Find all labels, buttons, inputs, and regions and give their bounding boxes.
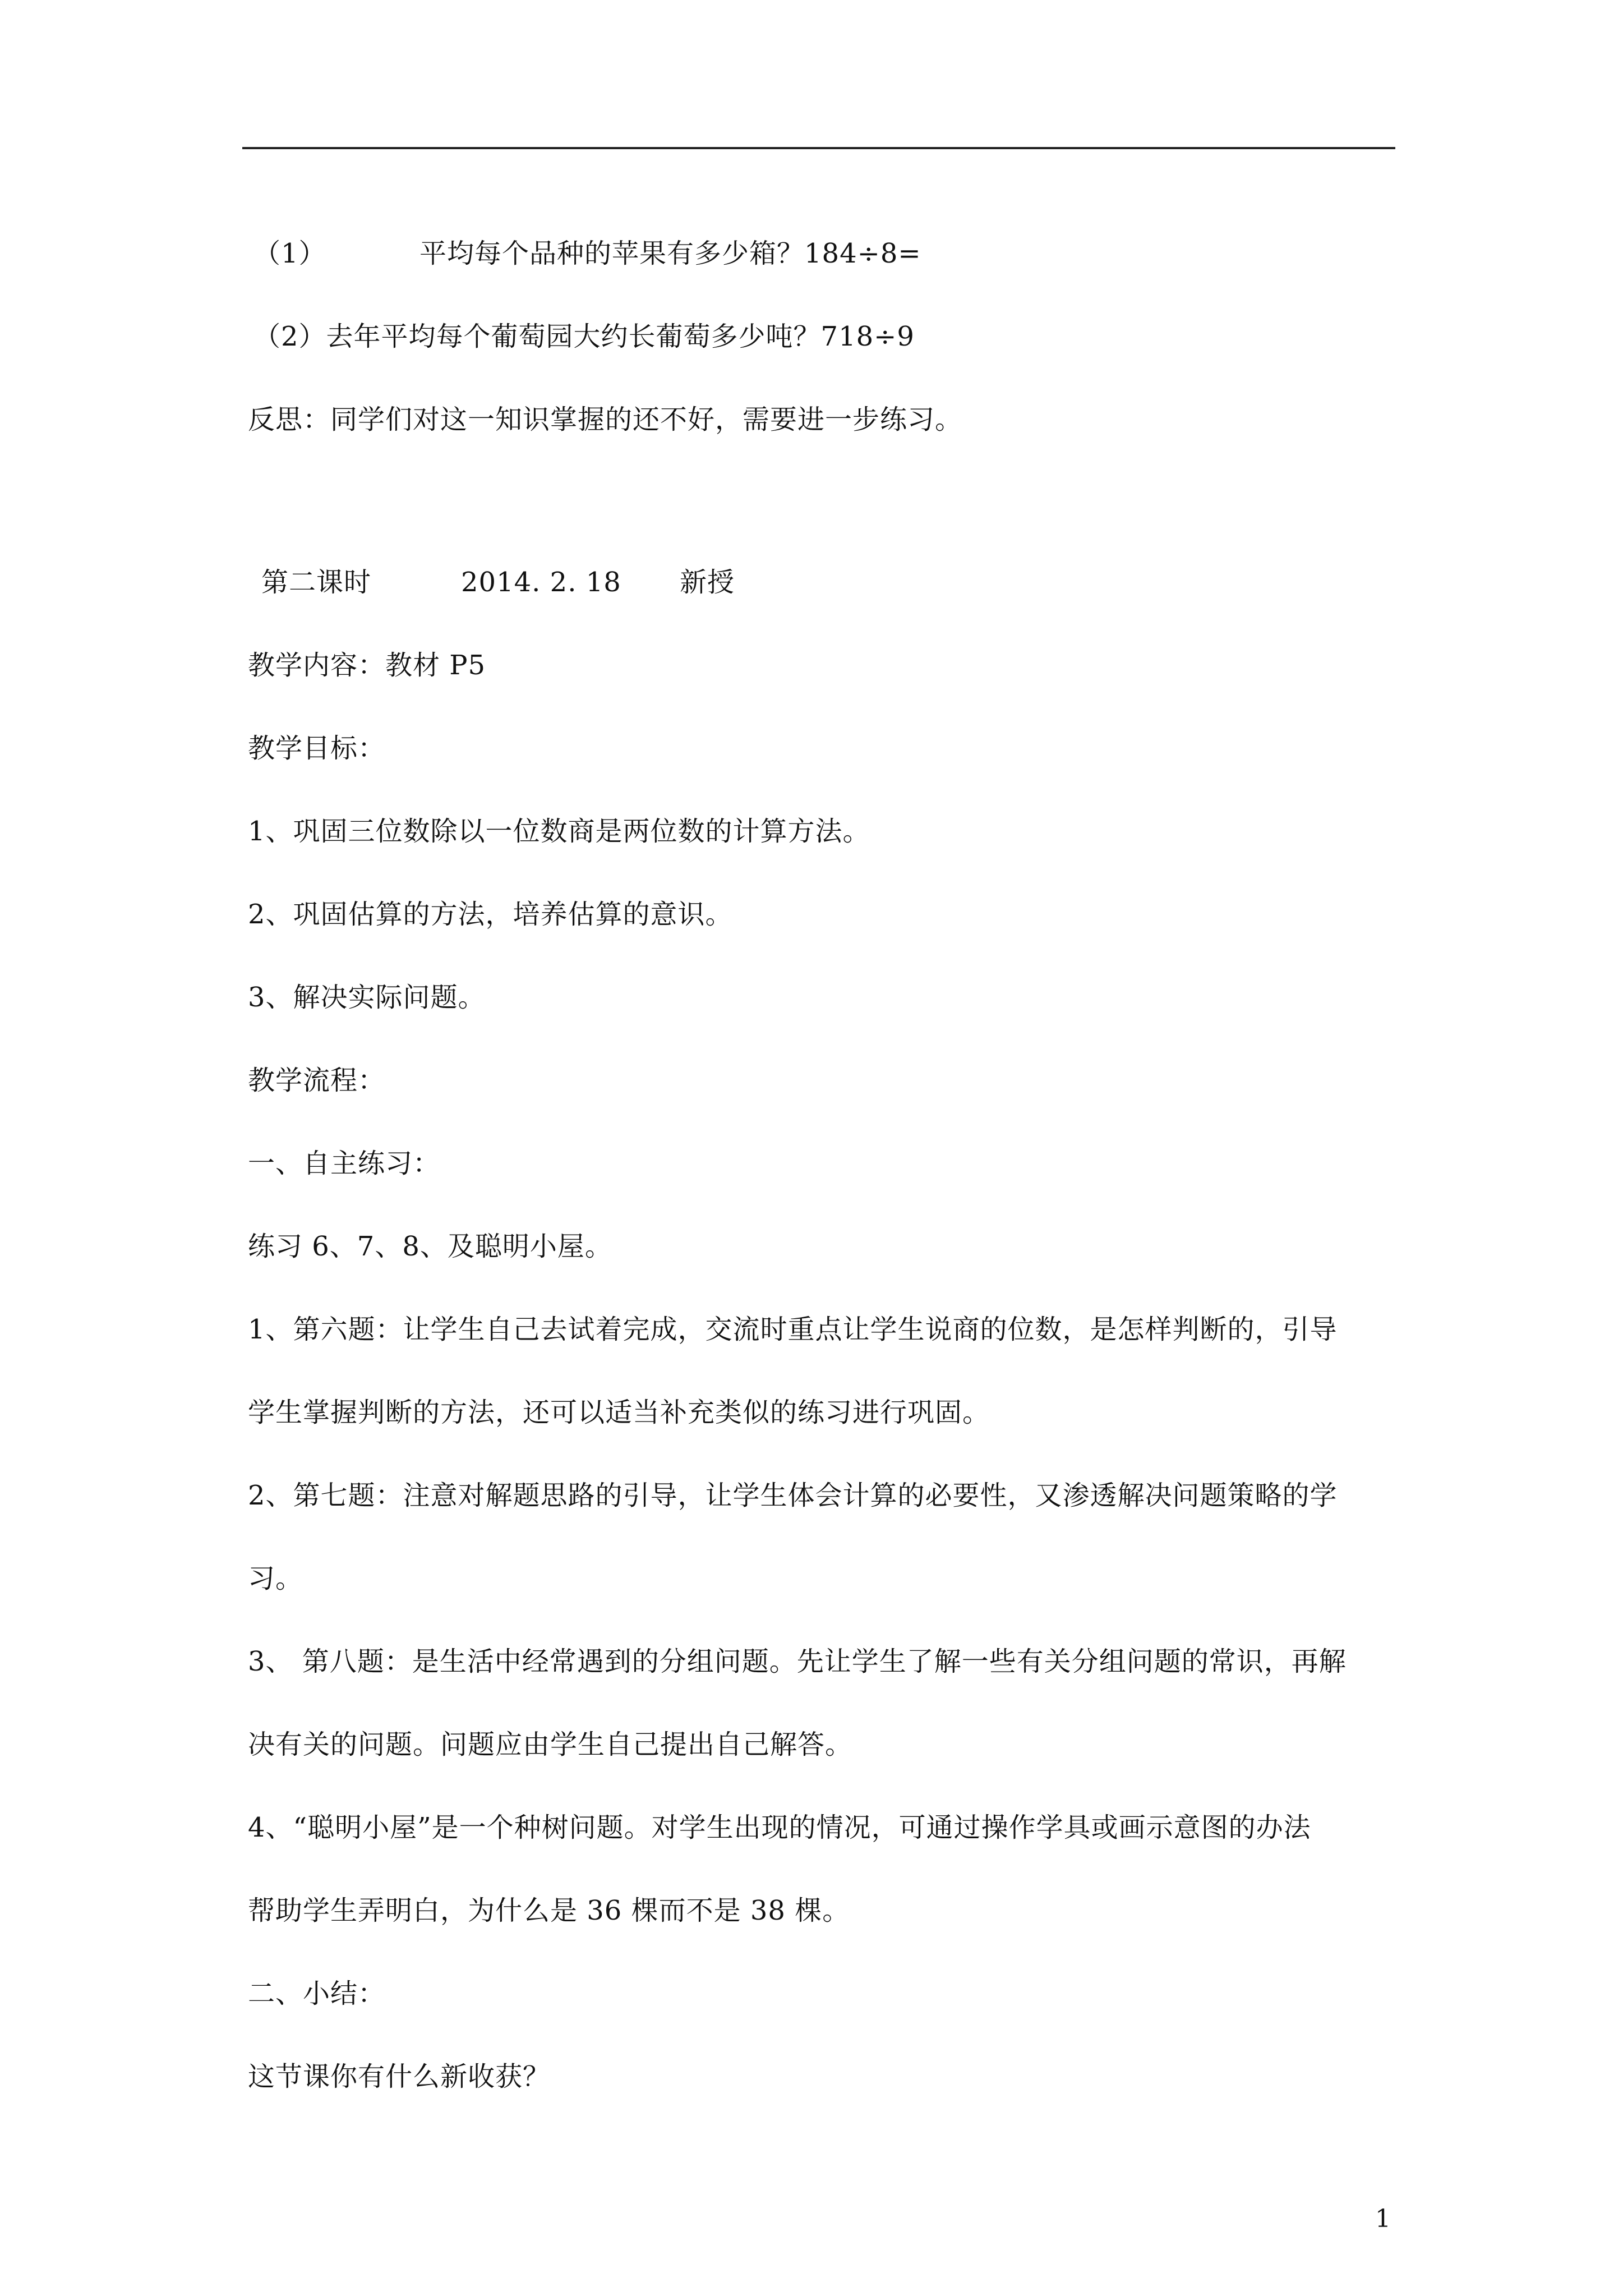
flow-paragraph-line: 4、“聪明小屋”是一个种树问题。对学生出现的情况，可通过操作学具或画示意图的办法 bbox=[248, 1812, 1311, 1843]
header-rule bbox=[242, 147, 1395, 149]
teaching-goal-item: 3、解决实际问题。 bbox=[248, 982, 486, 1013]
flow-paragraph-line: 习。 bbox=[248, 1563, 303, 1594]
question-2: （2）去年平均每个葡萄园大约长葡萄多少吨？718÷9 bbox=[253, 321, 915, 352]
summary-question: 这节课你有什么新收获？ bbox=[248, 2061, 551, 2092]
question-1 bbox=[253, 237, 921, 270]
teaching-goal-item: 2、巩固估算的方法，培养估算的意识。 bbox=[248, 899, 733, 930]
page-number: 1 bbox=[1375, 2205, 1391, 2233]
flow-paragraph-line: 学生掌握判断的方法，还可以适当补充类似的练习进行巩固。 bbox=[248, 1397, 990, 1428]
teaching-content: 教学内容：教材 P5 bbox=[248, 650, 486, 681]
lesson-type: 新授 bbox=[680, 567, 735, 598]
flow-paragraph-line: 2、第七题：注意对解题思路的引导，让学生体会计算的必要性，又渗透解决问题策略的学 bbox=[248, 1480, 1338, 1511]
practice-intro: 练习 6、7、8、及聪明小屋。 bbox=[248, 1231, 612, 1262]
reflection-text: 反思：同学们对这一知识掌握的还不好，需要进一步练习。 bbox=[248, 404, 963, 435]
question-1-number: （1） bbox=[253, 238, 326, 269]
flow-paragraph-line: 决有关的问题。问题应由学生自己提出自己解答。 bbox=[248, 1729, 853, 1760]
flow-paragraph-line: 3、 第八题：是生活中经常遇到的分组问题。先让学生了解一些有关分组问题的常识，再解 bbox=[248, 1646, 1347, 1677]
lesson-period: 第二课时 bbox=[261, 567, 372, 598]
flow-paragraph-line: 1、第六题：让学生自己去试着完成，交流时重点让学生说商的位数，是怎样判断的，引导 bbox=[248, 1314, 1338, 1345]
section-2-title: 二、小结： bbox=[248, 1978, 386, 2009]
teaching-flow-label: 教学流程： bbox=[248, 1065, 386, 1096]
section-1-title: 一、自主练习： bbox=[248, 1148, 441, 1179]
question-1-text: 平均每个品种的苹果有多少箱？184÷8= bbox=[419, 238, 921, 269]
teaching-goals-label: 教学目标： bbox=[248, 733, 386, 764]
lesson-heading bbox=[261, 565, 735, 599]
flow-paragraph-line: 帮助学生弄明白，为什么是 36 棵而不是 38 棵。 bbox=[248, 1895, 850, 1926]
teaching-goal-item: 1、巩固三位数除以一位数商是两位数的计算方法。 bbox=[248, 816, 870, 847]
lesson-date: 2014. 2. 18 bbox=[461, 567, 621, 598]
